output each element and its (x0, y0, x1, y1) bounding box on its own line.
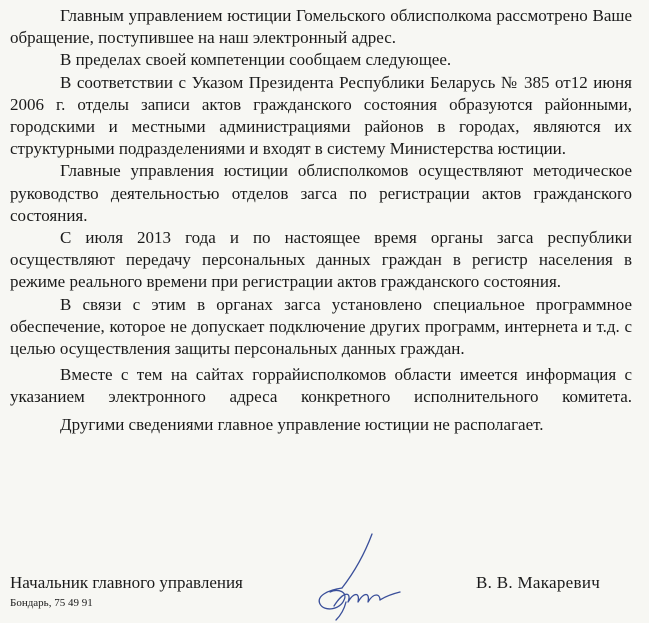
paragraph-guidance: Главные управления юстиции облисполкомов осуществляют методическое руководство деятельностью отделов загса по регистрации актов гражданского состояния. (10, 161, 632, 225)
paragraph-competence: В пределах своей компетенции сообщаем следующее. (60, 50, 452, 70)
paragraph-software: В связи с этим в органах загса установлено специальное программное обеспечение, которое не допускает подключение других программ, интернета и т.д. с целью осуществления защиты персональных данных граждан. (10, 294, 632, 359)
paragraph-data-transfer: С июля 2013 года и по настоящее время органы загса республики осуществляют передачу персональных данных граждан в регистр населения в режиме реального времени при регистрации актов гражданского состояния. (10, 228, 632, 292)
signature-block (10, 573, 640, 621)
paragraph-intro: Главным управлением юстиции Гомельского облисполкома рассмотрено Ваше обращение, поступившее на наш электронный адрес. (10, 6, 632, 48)
letter-body (10, 5, 632, 436)
signer-name: В. В. Макаревич (476, 573, 601, 592)
paragraph-decree: В соответствии с Указом Президента Республики Беларусь № 385 от12 июня 2006 г. отделы записи актов гражданского состояния образуются районными, городскими и местными администрациями районов в городах, являются их структурными подразделениями и входят в систему Министерства юстиции. (10, 72, 632, 159)
executor-contact: Бондарь, 75 49 91 (10, 597, 93, 609)
position-title: Начальник главного управления (10, 573, 243, 592)
paragraph-conclusion: Другими сведениями главное управление юстиции не располагает. (60, 414, 544, 434)
paragraph-websites: Вместе с тем на сайтах горрайисполкомов области имеется информация с указанием электронного адреса конкретного исполнительного комитета. (10, 365, 632, 407)
